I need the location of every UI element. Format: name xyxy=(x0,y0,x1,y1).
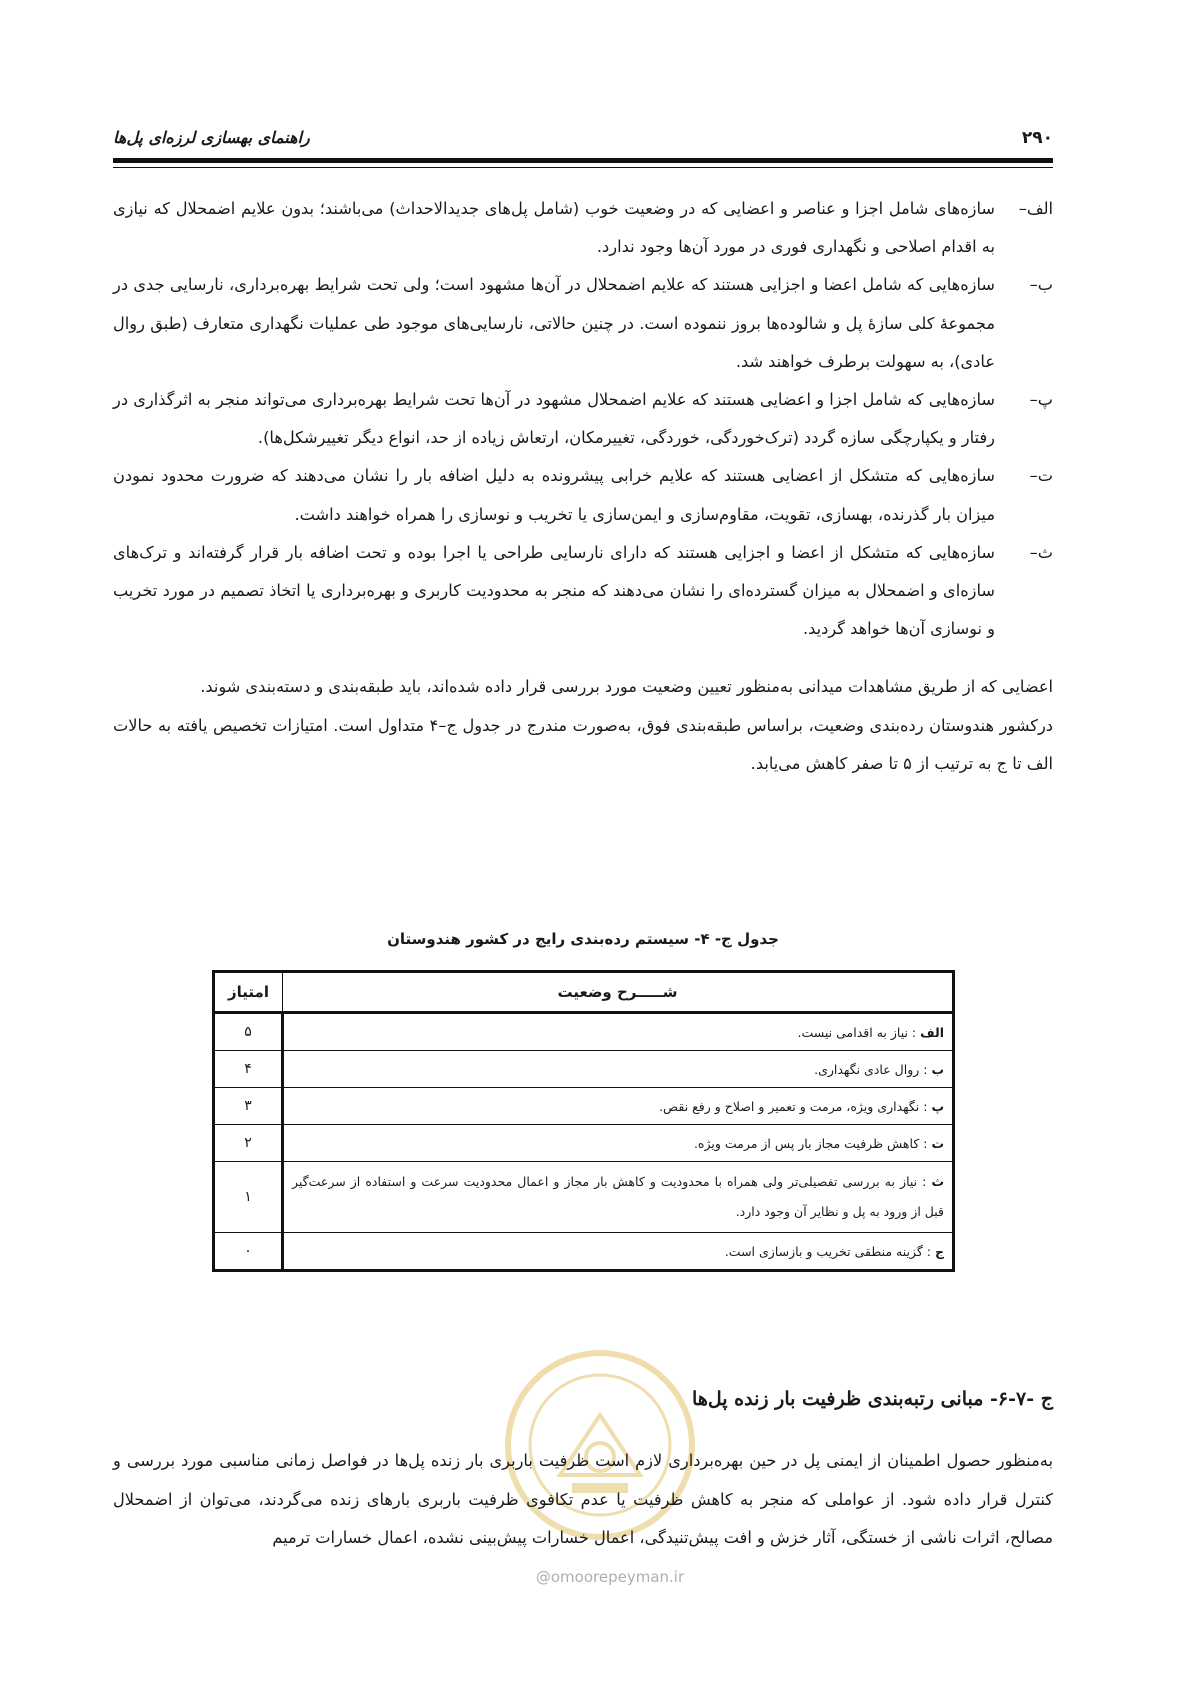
list-item-label: پ– xyxy=(1029,390,1053,410)
section-heading: ج -۷-۶- مبانی رتبه‌بندی ظرفیت بار زنده پل‌ها xyxy=(692,1388,1053,1410)
table-row xyxy=(214,1162,954,1233)
condition-letter: ث xyxy=(931,1174,944,1189)
list-item xyxy=(113,381,1053,457)
table-cell-description xyxy=(283,1088,954,1125)
body-text xyxy=(113,190,1053,783)
table-header-row xyxy=(214,972,954,1013)
table-cell-score: ۰ xyxy=(214,1233,283,1271)
list-item-label: ت– xyxy=(1029,466,1053,486)
paragraph: درکشور هندوستان رده‌بندی وضعیت، براساس طبقه‌بندی فوق، به‌صورت مندرج در جدول ج–۴ متداول است. امتیازات تخصیص یافته به حالات الف تا ج به ترتیب از ۵ تا صفر کاهش می‌یابد. xyxy=(113,715,1053,773)
table-cell-description xyxy=(283,1125,954,1162)
condition-letter: ج xyxy=(934,1243,944,1259)
list-item-text: سازه‌های شامل اجزا و عناصر و اعضایی که در وضعیت خوب (شامل پل‌های جدیدالاحداث) می‌باشند؛ بدون علایم اضمحلال که نیازی به اقدام اصلاحی و نگهداری فوری در مورد آن‌ها وجود ندارد. xyxy=(113,199,995,257)
table-row xyxy=(214,1125,954,1162)
table-header-description: شـــــرح وضعیت xyxy=(283,972,954,1013)
list-item xyxy=(113,266,1053,381)
book-title: راهنمای بهسازی لرزه‌ای پل‌ها xyxy=(113,128,310,147)
condition-text: : روال عادی نگهداری. xyxy=(814,1061,932,1077)
list-item-text: سازه‌هایی که متشکل از اعضا و اجزایی هستند که دارای نارسایی طراحی یا اجرا بوده و تحت اضافه بار قرار گرفته‌اند و ترک‌های سازه‌ای و اضمحلال به میزان گسترده‌ای را نشان می‌دهند که منجر به محدودیت کاربری و بهره‌برداری یا اتخاذ تصمیم در مورد تخریب و نوسازی آن‌ها خواهد گردید. xyxy=(113,542,995,639)
condition-letter: پ xyxy=(931,1098,944,1114)
table-row xyxy=(214,1233,954,1271)
page-number: ۲۹۰ xyxy=(1021,128,1053,148)
table-cell-description xyxy=(283,1051,954,1088)
condition-letter: ت xyxy=(931,1135,944,1151)
section-paragraph: به‌منظور حصول اطمینان از ایمنی پل در حین بهره‌برداری لازم است ظرفیت باربری بار زنده پل‌ها در فواصل زمانی مناسبی مورد بررسی و کنترل قرار داده شود. از عواملی که منجر به کاهش ظرفیت یا عدم تکافوی ظرفیت باربری بارهای زنده می‌گردند، می‌توان از اضمحلال مصالح، اثرات ناشی از خستگی، آثار خزش و افت پیش‌تنیدگی، اعمال خسارات پیش‌بینی نشده، اعمال خسارات ترمیم xyxy=(113,1451,1053,1547)
list-item-label: ث– xyxy=(1029,542,1053,562)
table-cell-description xyxy=(283,1233,954,1271)
list-item-label: ب– xyxy=(1029,275,1053,295)
table-cell-score: ۱ xyxy=(214,1162,283,1233)
table-cell-description xyxy=(283,1013,954,1051)
table-cell-score: ۴ xyxy=(214,1051,283,1088)
table-row xyxy=(214,1088,954,1125)
table-cell-score: ۵ xyxy=(214,1013,283,1051)
table-cell-score: ۳ xyxy=(214,1088,283,1125)
table-header-score: امتیاز xyxy=(214,972,283,1013)
list-item-text: سازه‌هایی که شامل اعضا و اجزایی هستند که علایم اضمحلال در آن‌ها مشهود است؛ ولی تحت شرایط بهره‌برداری، نارسایی جدی در مجموعهٔ کلی سازهٔ پل و شالوده‌ها بروز ننموده است. در چنین حالاتی، نارسایی‌های موجود طی عملیات نگهداری متعارف (طبق روال عادی)، به سهولت برطرف خواهند شد. xyxy=(113,275,995,371)
condition-letter: ب xyxy=(931,1061,944,1077)
list-item-text: سازه‌هایی که شامل اجزا و اعضایی هستند که علایم اضمحلال مشهود در آن‌ها تحت شرایط بهره‌برداری می‌تواند منجر به اثرگذاری در رفتار و یکپارچگی سازه گردد (ترک‌خوردگی، خوردگی، تغییرمکان، ارتعاش زیاده از حد، انواع دیگر تغییرشکل‌ها). xyxy=(113,390,995,448)
condition-text: : نیاز به اقدامی نیست. xyxy=(797,1024,921,1040)
watermark-text: @omoorepeyman.ir xyxy=(535,1568,685,1586)
table-caption: جدول ج- ۴- سیستم رده‌بندی رایج در کشور هندوستان xyxy=(387,930,779,948)
condition-text: : گزینه منطقی تخریب و بازسازی است. xyxy=(724,1243,935,1259)
condition-rating-table xyxy=(212,970,955,1272)
list-item-text: سازه‌هایی که متشکل از اعضایی هستند که علایم خرابی پیشرونده به دلیل اضافه بار را نشان می‌دهند که ضرورت محدود نمودن میزان بار گذرنده، بهسازی، تقویت، مقاوم‌سازی و ایمن‌سازی یا تخریب و نوسازی را همراه خواهند داشت. xyxy=(113,466,995,524)
table-row xyxy=(214,1051,954,1088)
list-item xyxy=(113,190,1053,266)
condition-text: : نگهداری ویژه، مرمت و تعمیر و اصلاح و رفع نقص. xyxy=(659,1098,932,1114)
list-item-label: الف– xyxy=(1018,199,1053,218)
paragraph: اعضایی که از طریق مشاهدات میدانی به‌منظور تعیین وضعیت مورد بررسی قرار داده شده‌اند، باید طبقه‌بندی و دسته‌بندی شوند. xyxy=(200,677,1053,697)
table-cell-description xyxy=(283,1162,954,1233)
table-row xyxy=(214,1013,954,1051)
table-cell-score: ۲ xyxy=(214,1125,283,1162)
condition-letter: الف xyxy=(920,1024,944,1040)
condition-text: : نیاز به بررسی تفصیلی‌تر ولی همراه با محدودیت و کاهش بار مجاز و اعمال محدودیت سرعت و استفاده از سرعت‌گیر قبل از ورود به پل و نظایر آن وجود دارد. xyxy=(292,1174,944,1219)
condition-text: : کاهش ظرفیت مجاز بار پس از مرمت ویژه. xyxy=(693,1135,932,1151)
page-header xyxy=(113,118,1053,163)
list-item xyxy=(113,457,1053,533)
list-item xyxy=(113,534,1053,649)
